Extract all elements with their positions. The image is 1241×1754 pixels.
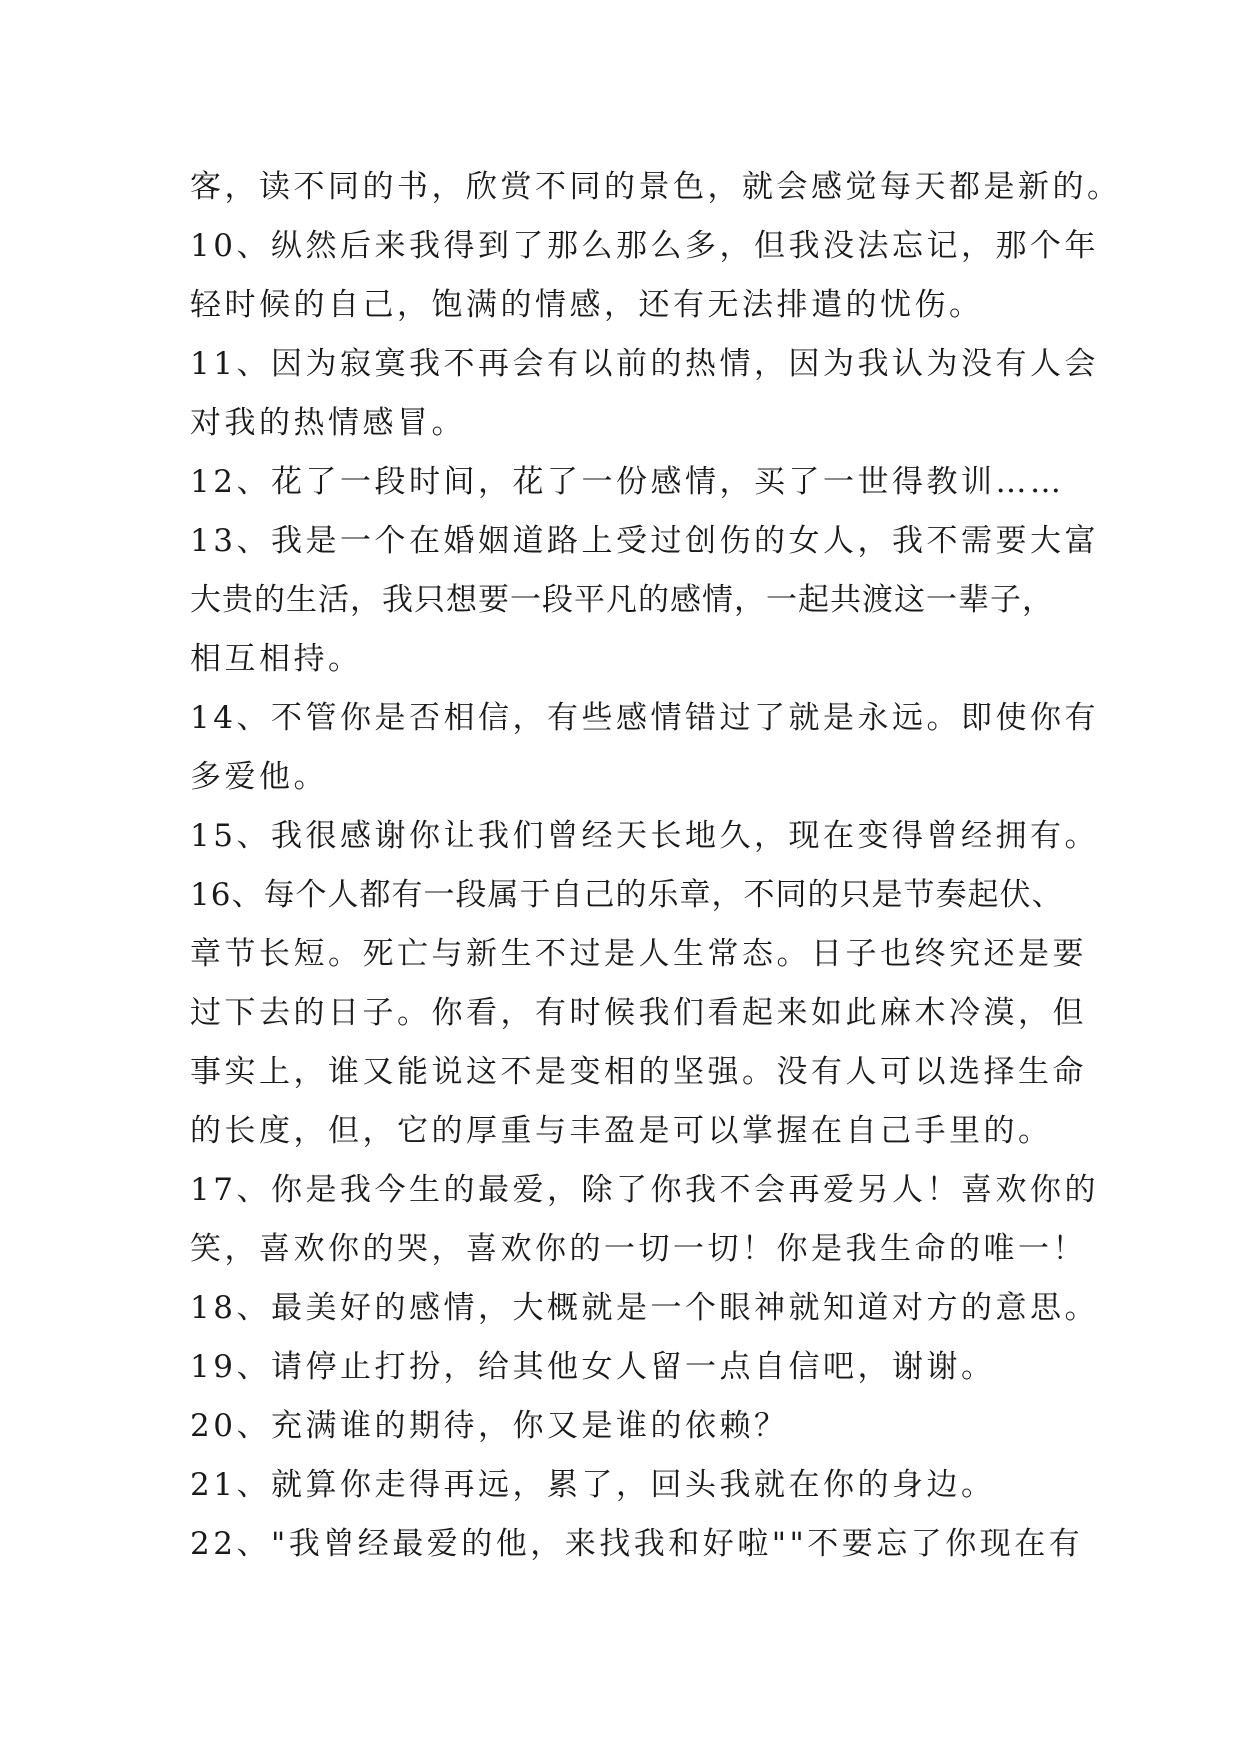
document-body — [190, 158, 1122, 1574]
text-line: 14、不管你是否相信，有些感情错过了就是永远。即使你有 — [190, 700, 1099, 736]
text-line: 12、花了一段时间，花了一份感情，买了一世得教训…… — [190, 464, 1065, 500]
text-line: 轻时候的自己，饱满的情感，还有无法排遣的忧伤。 — [190, 287, 984, 323]
text-line: 过下去的日子。你看，有时候我们看起来如此麻木冷漠，但 — [190, 995, 1087, 1031]
text-line: 10、纵然后来我得到了那么那么多，但我没法忘记，那个年 — [190, 228, 1099, 264]
text-line: 笑，喜欢你的哭，喜欢你的一切一切！你是我生命的唯一！ — [190, 1231, 1087, 1267]
text-line: 13、我是一个在婚姻道路上受过创伤的女人，我不需要大富 — [190, 523, 1099, 559]
text-line: 15、我很感谢你让我们曾经天长地久，现在变得曾经拥有。 — [190, 818, 1099, 854]
text-line: 相互相持。 — [190, 641, 363, 677]
text-line: 对我的热情感冒。 — [190, 405, 466, 441]
text-line: 20、充满谁的期待，你又是谁的依赖？ — [190, 1408, 789, 1444]
text-line: 11、因为寂寞我不再会有以前的热情，因为我认为没有人会 — [190, 346, 1099, 382]
text-line: 17、你是我今生的最爱，除了你我不会再爱另人！喜欢你的 — [190, 1172, 1099, 1208]
text-line: 章节长短。死亡与新生不过是人生常态。日子也终究还是要 — [190, 936, 1087, 972]
text-line: 大贵的生活，我只想要一段平凡的感情，一起共渡这一辈子， — [190, 582, 1054, 618]
text-line: 22、"我曾经最爱的他，来找我和好啦""不要忘了你现在有 — [190, 1526, 1084, 1562]
text-line: 事实上，谁又能说这不是变相的坚强。没有人可以选择生命 — [190, 1054, 1087, 1090]
text-line: 21、就算你走得再远，累了，回头我就在你的身边。 — [190, 1467, 996, 1503]
text-line: 18、最美好的感情，大概就是一个眼神就知道对方的意思。 — [190, 1290, 1099, 1326]
text-line: 客，读不同的书，欣赏不同的景色，就会感觉每天都是新的。 — [190, 169, 1122, 205]
text-line: 的长度，但，它的厚重与丰盈是可以掌握在自己手里的。 — [190, 1113, 1053, 1149]
text-line: 19、请停止打扮，给其他女人留一点自信吧，谢谢。 — [190, 1349, 996, 1385]
text-line: 16、每个人都有一段属于自己的乐章，不同的只是节奏起伏、 — [190, 877, 1064, 913]
text-line: 多爱他。 — [190, 759, 328, 795]
